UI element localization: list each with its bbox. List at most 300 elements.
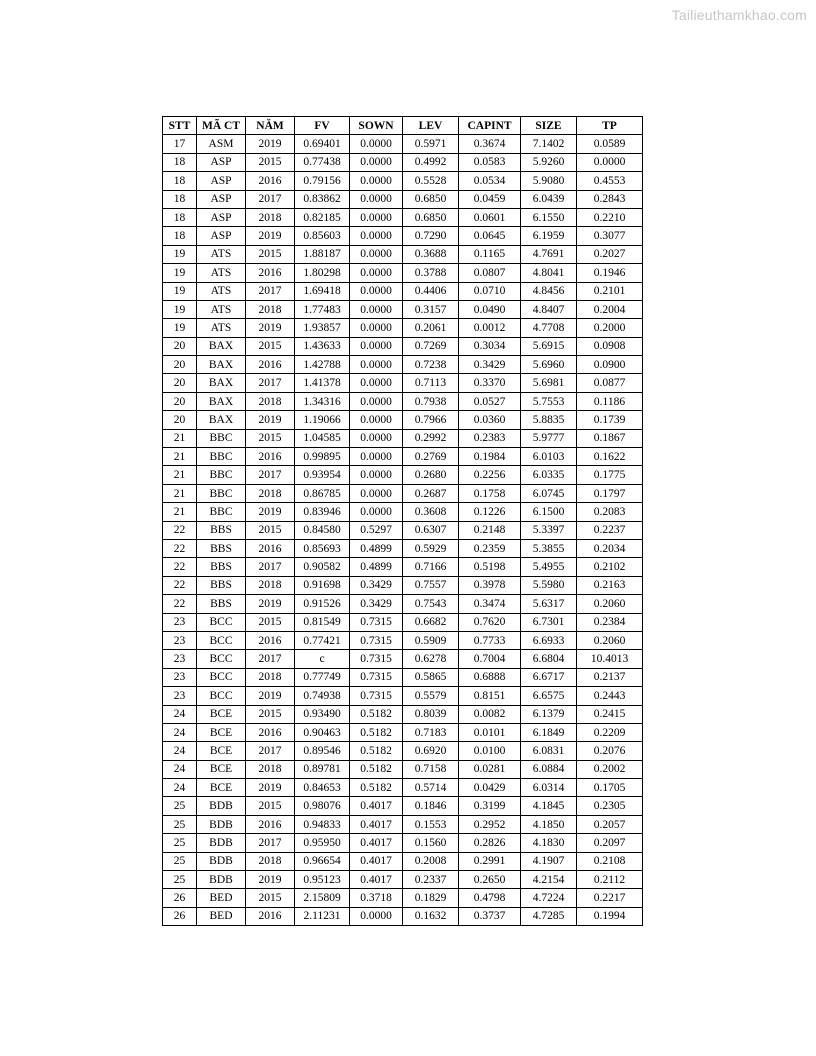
- table-cell: 5.3855: [521, 539, 577, 557]
- table-row: [163, 356, 643, 374]
- table-cell: 0.6920: [403, 742, 459, 760]
- table-cell: 2017: [246, 190, 295, 208]
- table-row: [163, 668, 643, 686]
- table-cell: 0.2061: [403, 319, 459, 337]
- table-cell: BAX: [197, 411, 246, 429]
- table-cell: 0.1560: [403, 834, 459, 852]
- table-cell: 2015: [246, 521, 295, 539]
- table-cell: 0.84653: [295, 779, 350, 797]
- table-row: [163, 595, 643, 613]
- table-cell: BCE: [197, 723, 246, 741]
- table-cell: 0.8039: [403, 705, 459, 723]
- table-cell: ATS: [197, 319, 246, 337]
- table-cell: 4.1845: [521, 797, 577, 815]
- table-cell: BBC: [197, 466, 246, 484]
- table-cell: 0.2101: [577, 282, 643, 300]
- table-cell: 0.0000: [350, 392, 403, 410]
- table-cell: 0.2097: [577, 834, 643, 852]
- table-cell: 4.2154: [521, 871, 577, 889]
- table-cell: 20: [163, 411, 197, 429]
- table-cell: 4.7708: [521, 319, 577, 337]
- table-cell: 0.2057: [577, 815, 643, 833]
- table-row: [163, 576, 643, 594]
- table-cell: 0.5198: [459, 558, 521, 576]
- table-row: [163, 797, 643, 815]
- table-row: [163, 264, 643, 282]
- table-cell: 5.6317: [521, 595, 577, 613]
- table-cell: 0.2305: [577, 797, 643, 815]
- table-cell: 0.1846: [403, 797, 459, 815]
- table-cell: 0.6850: [403, 190, 459, 208]
- table-cell: 0.1867: [577, 429, 643, 447]
- table-cell: BCC: [197, 631, 246, 649]
- table-cell: 0.5929: [403, 539, 459, 557]
- table-cell: 0.1994: [577, 907, 643, 925]
- table-row: [163, 411, 643, 429]
- table-cell: 0.69401: [295, 135, 350, 153]
- table-cell: 2017: [246, 834, 295, 852]
- table-cell: 2015: [246, 889, 295, 907]
- table-cell: 0.2034: [577, 539, 643, 557]
- table-cell: 0.0012: [459, 319, 521, 337]
- table-cell: BED: [197, 907, 246, 925]
- table-cell: 0.3199: [459, 797, 521, 815]
- table-cell: 2017: [246, 466, 295, 484]
- table-cell: BDB: [197, 871, 246, 889]
- table-cell: 6.1959: [521, 227, 577, 245]
- table-cell: 0.2384: [577, 613, 643, 631]
- table-cell: 0.1165: [459, 245, 521, 263]
- table-cell: 20: [163, 356, 197, 374]
- table-cell: 0.0000: [350, 208, 403, 226]
- table-cell: 24: [163, 742, 197, 760]
- table-cell: 0.5528: [403, 172, 459, 190]
- table-cell: 5.9777: [521, 429, 577, 447]
- table-cell: 0.1622: [577, 448, 643, 466]
- table-cell: 0.1758: [459, 484, 521, 502]
- table-cell: 0.81549: [295, 613, 350, 631]
- table-cell: 0.90582: [295, 558, 350, 576]
- table-cell: 0.4992: [403, 153, 459, 171]
- table-cell: 0.79156: [295, 172, 350, 190]
- table-cell: 1.42788: [295, 356, 350, 374]
- table-cell: 0.3429: [459, 356, 521, 374]
- table-cell: 0.7238: [403, 356, 459, 374]
- table-cell: 0.7543: [403, 595, 459, 613]
- table-cell: 0.5971: [403, 135, 459, 153]
- table-row: [163, 337, 643, 355]
- table-cell: 0.2137: [577, 668, 643, 686]
- table-cell: 0.2163: [577, 576, 643, 594]
- table-cell: BCC: [197, 687, 246, 705]
- table-cell: 4.8456: [521, 282, 577, 300]
- table-row: [163, 153, 643, 171]
- table-cell: 0.5182: [350, 742, 403, 760]
- table-cell: 0.86785: [295, 484, 350, 502]
- data-table: [162, 116, 643, 926]
- table-cell: ATS: [197, 245, 246, 263]
- table-cell: 1.69418: [295, 282, 350, 300]
- table-cell: 2019: [246, 779, 295, 797]
- table-cell: 22: [163, 595, 197, 613]
- table-row: [163, 742, 643, 760]
- table-cell: 6.1849: [521, 723, 577, 741]
- table-cell: 25: [163, 834, 197, 852]
- table-cell: 6.0103: [521, 448, 577, 466]
- table-row: [163, 429, 643, 447]
- table-cell: 1.43633: [295, 337, 350, 355]
- table-cell: 24: [163, 779, 197, 797]
- table-cell: 2019: [246, 871, 295, 889]
- table-cell: 0.6682: [403, 613, 459, 631]
- table-cell: 2017: [246, 282, 295, 300]
- table-cell: 0.7113: [403, 374, 459, 392]
- table-cell: 0.7004: [459, 650, 521, 668]
- table-cell: 0.1632: [403, 907, 459, 925]
- table-cell: 0.4017: [350, 797, 403, 815]
- table-cell: 2018: [246, 852, 295, 870]
- table-cell: 0.0710: [459, 282, 521, 300]
- table-row: [163, 448, 643, 466]
- table-cell: 1.19066: [295, 411, 350, 429]
- table-cell: BBC: [197, 448, 246, 466]
- table-cell: BAX: [197, 392, 246, 410]
- table-cell: 0.7938: [403, 392, 459, 410]
- table-cell: 0.6307: [403, 521, 459, 539]
- table-cell: 2015: [246, 337, 295, 355]
- table-cell: 2017: [246, 650, 295, 668]
- table-cell: 0.0877: [577, 374, 643, 392]
- table-cell: 22: [163, 539, 197, 557]
- table-cell: 2016: [246, 815, 295, 833]
- table-cell: 0.2002: [577, 760, 643, 778]
- table-cell: 17: [163, 135, 197, 153]
- table-cell: 24: [163, 760, 197, 778]
- table-cell: BDB: [197, 852, 246, 870]
- table-cell: 0.3688: [403, 245, 459, 263]
- table-cell: 0.3429: [350, 595, 403, 613]
- table-cell: 2019: [246, 503, 295, 521]
- table-cell: 0.7183: [403, 723, 459, 741]
- table-cell: BCC: [197, 613, 246, 631]
- table-cell: 5.6960: [521, 356, 577, 374]
- table-cell: 2016: [246, 723, 295, 741]
- table-cell: 22: [163, 576, 197, 594]
- table-cell: 2015: [246, 797, 295, 815]
- table-row: [163, 852, 643, 870]
- table-cell: 0.0101: [459, 723, 521, 741]
- table-cell: 2016: [246, 631, 295, 649]
- table-cell: 0.5865: [403, 668, 459, 686]
- table-cell: 0.1829: [403, 889, 459, 907]
- table-cell: 4.1850: [521, 815, 577, 833]
- table-cell: 25: [163, 797, 197, 815]
- table-cell: 0.2076: [577, 742, 643, 760]
- table-cell: 2016: [246, 907, 295, 925]
- table-cell: 0.0000: [350, 484, 403, 502]
- table-cell: 26: [163, 889, 197, 907]
- table-cell: 0.77749: [295, 668, 350, 686]
- table-cell: 0.1553: [403, 815, 459, 833]
- table-cell: 0.6278: [403, 650, 459, 668]
- table-cell: 5.6915: [521, 337, 577, 355]
- table-row: [163, 687, 643, 705]
- table-row: [163, 466, 643, 484]
- table-cell: 0.84580: [295, 521, 350, 539]
- table-cell: 0.93490: [295, 705, 350, 723]
- table-cell: 1.41378: [295, 374, 350, 392]
- table-cell: 0.7557: [403, 576, 459, 594]
- table-cell: 0.1186: [577, 392, 643, 410]
- table-cell: 0.2060: [577, 595, 643, 613]
- table-cell: 0.2004: [577, 300, 643, 318]
- table-cell: 5.3397: [521, 521, 577, 539]
- table-cell: 6.6804: [521, 650, 577, 668]
- table-row: [163, 374, 643, 392]
- table-cell: 2019: [246, 135, 295, 153]
- table-cell: 0.0000: [350, 190, 403, 208]
- table-cell: 0.3077: [577, 227, 643, 245]
- table-cell: 0.5714: [403, 779, 459, 797]
- table-cell: BBS: [197, 558, 246, 576]
- table-cell: 5.7553: [521, 392, 577, 410]
- table-cell: 18: [163, 227, 197, 245]
- table-cell: 0.3608: [403, 503, 459, 521]
- table-body: [163, 135, 643, 926]
- table-cell: 20: [163, 392, 197, 410]
- table-cell: 6.6575: [521, 687, 577, 705]
- table-cell: 20: [163, 337, 197, 355]
- table-cell: 2015: [246, 429, 295, 447]
- table-cell: 5.4955: [521, 558, 577, 576]
- table-cell: 2018: [246, 300, 295, 318]
- table-cell: 0.0601: [459, 208, 521, 226]
- table-cell: 5.6981: [521, 374, 577, 392]
- table-cell: BBC: [197, 429, 246, 447]
- table-cell: 6.0884: [521, 760, 577, 778]
- column-header: FV: [295, 117, 350, 135]
- table-cell: BCC: [197, 668, 246, 686]
- table-cell: 24: [163, 723, 197, 741]
- table-cell: 0.5182: [350, 723, 403, 741]
- table-cell: 0.3474: [459, 595, 521, 613]
- table-cell: 0.0645: [459, 227, 521, 245]
- table-cell: 2019: [246, 687, 295, 705]
- table-cell: 6.0314: [521, 779, 577, 797]
- table-cell: 0.0000: [350, 907, 403, 925]
- table-cell: 0.0281: [459, 760, 521, 778]
- table-cell: 0.0000: [350, 337, 403, 355]
- table-cell: 4.7285: [521, 907, 577, 925]
- table-cell: BBC: [197, 503, 246, 521]
- table-cell: BCE: [197, 705, 246, 723]
- table-cell: BAX: [197, 356, 246, 374]
- table-cell: 2017: [246, 558, 295, 576]
- table-cell: 0.0429: [459, 779, 521, 797]
- table-cell: 0.3788: [403, 264, 459, 282]
- table-cell: 0.5579: [403, 687, 459, 705]
- table-cell: 21: [163, 503, 197, 521]
- table-cell: 4.8407: [521, 300, 577, 318]
- table-cell: 0.0000: [350, 411, 403, 429]
- table-cell: 2016: [246, 172, 295, 190]
- column-header: TP: [577, 117, 643, 135]
- table-cell: 6.1500: [521, 503, 577, 521]
- table-cell: 0.0000: [577, 153, 643, 171]
- table-cell: 0.3429: [350, 576, 403, 594]
- table-cell: ATS: [197, 264, 246, 282]
- table-cell: 2018: [246, 576, 295, 594]
- table-cell: 0.2383: [459, 429, 521, 447]
- table-cell: 0.89781: [295, 760, 350, 778]
- table-cell: 4.8041: [521, 264, 577, 282]
- table-row: [163, 907, 643, 925]
- table-row: [163, 705, 643, 723]
- table-cell: 18: [163, 172, 197, 190]
- table-row: [163, 815, 643, 833]
- table-cell: 0.4899: [350, 539, 403, 557]
- table-row: [163, 190, 643, 208]
- table-cell: c: [295, 650, 350, 668]
- table-cell: 6.0335: [521, 466, 577, 484]
- table-row: [163, 889, 643, 907]
- table-cell: BBC: [197, 484, 246, 502]
- table-cell: 0.4899: [350, 558, 403, 576]
- table-cell: 26: [163, 907, 197, 925]
- table-row: [163, 723, 643, 741]
- table-cell: 0.0807: [459, 264, 521, 282]
- table-row: [163, 558, 643, 576]
- table-cell: 2018: [246, 760, 295, 778]
- table-row: [163, 631, 643, 649]
- table-cell: 0.0583: [459, 153, 521, 171]
- table-cell: 21: [163, 484, 197, 502]
- table-cell: 5.9260: [521, 153, 577, 171]
- table-cell: 25: [163, 871, 197, 889]
- table-cell: 0.95950: [295, 834, 350, 852]
- table-header-row: [163, 117, 643, 135]
- table-cell: 0.77438: [295, 153, 350, 171]
- table-row: [163, 760, 643, 778]
- table-cell: 0.2359: [459, 539, 521, 557]
- table-cell: 0.2000: [577, 319, 643, 337]
- table-cell: 0.96654: [295, 852, 350, 870]
- table-cell: 0.99895: [295, 448, 350, 466]
- table-cell: 0.0000: [350, 356, 403, 374]
- table-cell: 0.2843: [577, 190, 643, 208]
- table-cell: 0.0900: [577, 356, 643, 374]
- table-cell: 0.2992: [403, 429, 459, 447]
- table-cell: 0.7966: [403, 411, 459, 429]
- table-cell: 2016: [246, 264, 295, 282]
- table-cell: 0.7315: [350, 687, 403, 705]
- table-row: [163, 871, 643, 889]
- table-cell: 6.1550: [521, 208, 577, 226]
- table-row: [163, 300, 643, 318]
- table-cell: 5.5980: [521, 576, 577, 594]
- table-cell: 0.2083: [577, 503, 643, 521]
- table-cell: 0.0000: [350, 245, 403, 263]
- table-cell: BBS: [197, 521, 246, 539]
- table-cell: 2.11231: [295, 907, 350, 925]
- table-cell: 18: [163, 190, 197, 208]
- table-cell: 0.8151: [459, 687, 521, 705]
- table-cell: 4.7691: [521, 245, 577, 263]
- table-cell: ASP: [197, 190, 246, 208]
- table-cell: 0.7290: [403, 227, 459, 245]
- table-cell: 5.8835: [521, 411, 577, 429]
- table-cell: 0.2008: [403, 852, 459, 870]
- table-cell: 0.83946: [295, 503, 350, 521]
- table-cell: 0.5297: [350, 521, 403, 539]
- table-cell: 0.2337: [403, 871, 459, 889]
- table-cell: 6.0439: [521, 190, 577, 208]
- table-cell: 0.2112: [577, 871, 643, 889]
- table-cell: 2018: [246, 668, 295, 686]
- table-cell: 4.1830: [521, 834, 577, 852]
- table-cell: 0.0000: [350, 282, 403, 300]
- table-cell: 0.3157: [403, 300, 459, 318]
- table-cell: BED: [197, 889, 246, 907]
- table-cell: 0.2209: [577, 723, 643, 741]
- table-row: [163, 172, 643, 190]
- table-cell: BDB: [197, 834, 246, 852]
- table-cell: 7.1402: [521, 135, 577, 153]
- table-cell: 0.5182: [350, 705, 403, 723]
- table-cell: 23: [163, 668, 197, 686]
- table-cell: 6.1379: [521, 705, 577, 723]
- table-cell: 0.0459: [459, 190, 521, 208]
- table-cell: 2.15809: [295, 889, 350, 907]
- table-cell: 6.6933: [521, 631, 577, 649]
- table-row: [163, 834, 643, 852]
- table-cell: 0.2210: [577, 208, 643, 226]
- table-cell: 1.34316: [295, 392, 350, 410]
- table-cell: 2019: [246, 411, 295, 429]
- table-cell: 0.2952: [459, 815, 521, 833]
- table-cell: 0.5909: [403, 631, 459, 649]
- table-cell: 0.2680: [403, 466, 459, 484]
- table-cell: 24: [163, 705, 197, 723]
- table-cell: 0.0000: [350, 153, 403, 171]
- table-cell: BBS: [197, 595, 246, 613]
- table-cell: 0.85693: [295, 539, 350, 557]
- table-cell: 0.5182: [350, 779, 403, 797]
- column-header: LEV: [403, 117, 459, 135]
- table-cell: BCC: [197, 650, 246, 668]
- table-cell: 25: [163, 815, 197, 833]
- table-cell: 0.91698: [295, 576, 350, 594]
- table-cell: 0.98076: [295, 797, 350, 815]
- table-cell: 0.2108: [577, 852, 643, 870]
- table-cell: 0.6850: [403, 208, 459, 226]
- table-cell: 0.3737: [459, 907, 521, 925]
- table-row: [163, 245, 643, 263]
- table-cell: 0.94833: [295, 815, 350, 833]
- table-cell: 2016: [246, 539, 295, 557]
- table-cell: 21: [163, 429, 197, 447]
- table-cell: 0.1984: [459, 448, 521, 466]
- table-cell: 0.7315: [350, 613, 403, 631]
- table-cell: BCE: [197, 742, 246, 760]
- table-cell: 0.83862: [295, 190, 350, 208]
- table-cell: 0.7315: [350, 668, 403, 686]
- table-cell: BCE: [197, 760, 246, 778]
- table-cell: 22: [163, 521, 197, 539]
- table-row: [163, 521, 643, 539]
- table-cell: 1.80298: [295, 264, 350, 282]
- table-cell: 1.88187: [295, 245, 350, 263]
